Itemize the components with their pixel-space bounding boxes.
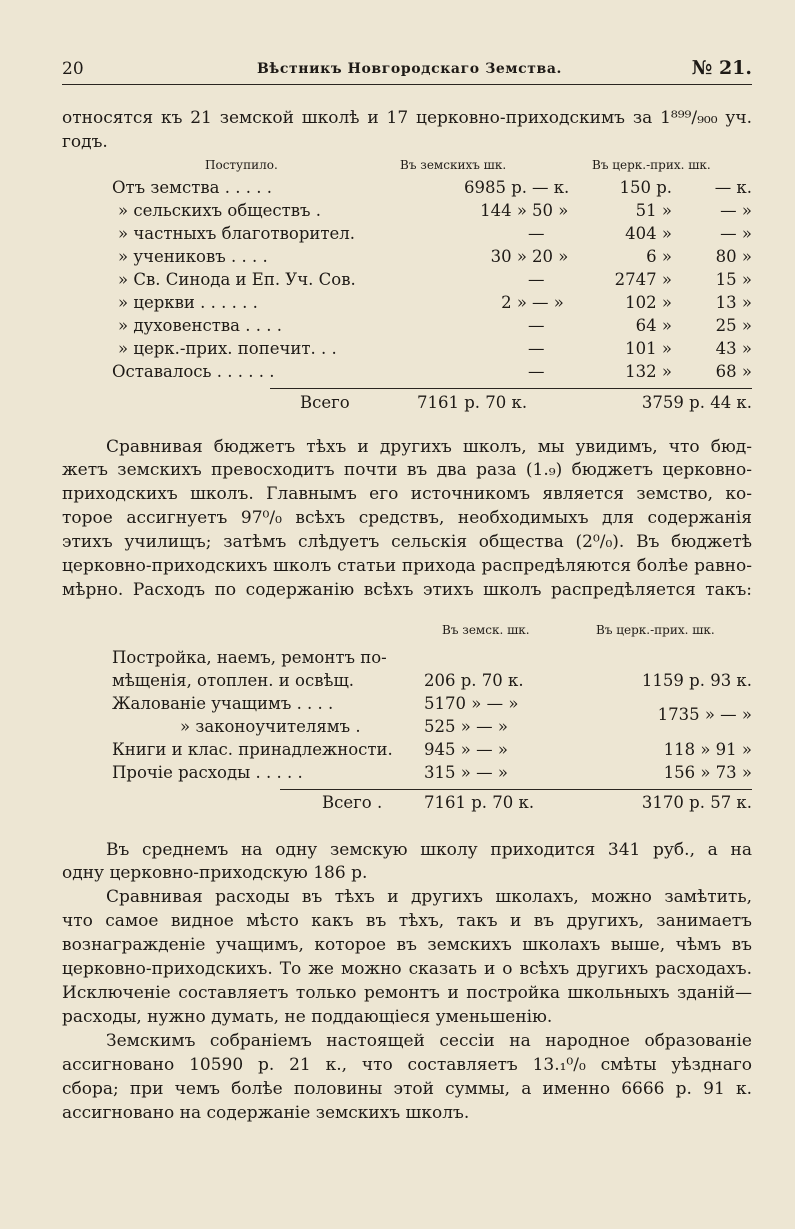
text-line: одну церковно-приходскую 186 р. — [62, 863, 368, 883]
text-line: Сравнивая расходы въ тѣхъ и другихъ школахъ, можно замѣтить, — [106, 887, 752, 907]
income-c-kop: 80 » — [715, 247, 752, 266]
text-line: торое ассигнуетъ 97⁰/₀ всѣхъ средствъ, необходимыхъ для содержанія — [62, 508, 752, 528]
expense-label: Книги и клас. принадлежности. — [112, 740, 393, 759]
text-line: жетъ земскихъ превосходитъ почти въ два раза (1.₉) бюджетъ церковно- — [62, 460, 752, 480]
income-z-rub: 144 » — [480, 201, 527, 220]
income-c-kop: 15 » — [715, 270, 752, 289]
income-z-kop: 20 » — [532, 247, 569, 266]
page-number: 20 — [62, 59, 84, 79]
text-line: церковно-приходскихъ. То же можно сказать и о всѣхъ другихъ расходахъ. — [62, 959, 752, 979]
expense-zemsk: 206 р. 70 к. — [424, 671, 524, 690]
income-row — [62, 270, 752, 292]
income-label: » частныхъ благотворител. — [118, 224, 355, 243]
text-line: что самое видное мѣсто какъ въ тѣхъ, такъ и въ другихъ, занимаетъ — [62, 911, 752, 931]
income-z-rub: 6985 р. — [463, 178, 527, 197]
income-c-rub: 132 » — [625, 362, 672, 381]
income-c-rub: 51 » — [635, 201, 672, 220]
income-z-rub: — — [528, 270, 545, 289]
expense-col-zemsk: Въ земск. шк. — [442, 623, 530, 637]
expense-label: Жалованіе учащимъ . . . . — [112, 694, 334, 713]
expense-total-row — [62, 793, 752, 815]
income-c-kop: 43 » — [715, 339, 752, 358]
text-line: сбора; при чемъ болѣе половины этой суммы, а именно 6666 р. 91 к. — [62, 1079, 752, 1099]
text-line: ассигновано на содержаніе земскихъ школъ. — [62, 1103, 470, 1123]
income-col-label: Поступило. — [205, 158, 278, 172]
expense-zemsk: 945 » — » — [424, 740, 508, 759]
income-c-rub: 64 » — [635, 316, 672, 335]
income-z-rub: — — [528, 362, 545, 381]
expense-row — [62, 763, 752, 785]
issue-number: № 21. — [691, 57, 752, 79]
expense-total-cerk: 3170 р. 57 к. — [641, 793, 752, 812]
income-sum-line — [270, 388, 752, 389]
income-row — [62, 201, 752, 223]
income-total-row — [62, 393, 752, 415]
header-rule — [62, 84, 752, 85]
income-z-kop: — » — [532, 293, 564, 312]
expense-total-label: Всего . — [322, 793, 383, 812]
income-total-cerk: 3759 р. 44 к. — [641, 393, 752, 412]
text-line: Сравнивая бюджетъ тѣхъ и другихъ школъ, мы увидимъ, что бюд- — [106, 437, 752, 457]
expense-row — [62, 717, 752, 739]
income-row — [62, 293, 752, 315]
income-total-zemsk: 7161 р. 70 к. — [417, 393, 528, 412]
income-label: » церк.-прих. попечит. . . — [118, 339, 337, 358]
text-line: расходы, нужно думать, не поддающіеся уменьшенію. — [62, 1007, 553, 1027]
income-z-rub: — — [528, 316, 545, 335]
income-label: » духовенства . . . . — [118, 316, 282, 335]
income-c-kop: — к. — [714, 178, 752, 197]
text-line: приходскихъ школъ. Главнымъ его источникомъ является земство, ко- — [62, 484, 752, 504]
income-col-cerk: Въ церк.-прих. шк. — [592, 158, 711, 172]
income-c-rub: 150 р. — [619, 178, 672, 197]
income-z-rub: 30 » — [490, 247, 527, 266]
text-line: мѣрно. Расходъ по содержанію всѣхъ этихъ школъ распредѣляется такъ: — [62, 580, 752, 600]
text-line: ассигновано 10590 р. 21 к., что составляетъ 13.₁⁰/₀ смѣты уѣзднаго — [62, 1055, 752, 1075]
expense-row — [62, 740, 752, 762]
expense-label: » законоучителямъ . — [180, 717, 361, 736]
expense-col-cerk: Въ церк.-прих. шк. — [596, 623, 715, 637]
income-row — [62, 247, 752, 269]
income-c-rub: 102 » — [625, 293, 672, 312]
income-c-rub: 2747 » — [614, 270, 672, 289]
text-line: Земскимъ собраніемъ настоящей сессіи на народное образованіе — [106, 1031, 752, 1051]
income-row — [62, 362, 752, 384]
income-row — [62, 178, 752, 200]
expense-cerk: 156 » 73 » — [663, 763, 752, 782]
income-total-label: Всего — [300, 393, 350, 412]
expense-cerk: 1735 » — » — [657, 705, 752, 724]
income-c-kop: 68 » — [715, 362, 752, 381]
expense-zemsk: 315 » — » — [424, 763, 508, 782]
income-c-kop: — » — [720, 201, 752, 220]
running-header — [62, 55, 752, 85]
income-c-kop: — » — [720, 224, 752, 243]
income-z-kop: 50 » — [532, 201, 569, 220]
text-line: этихъ училищъ; затѣмъ слѣдуетъ сельскія общества (2⁰/₀). Въ бюджетѣ — [62, 532, 752, 552]
expense-zemsk: 5170 » — » — [424, 694, 519, 713]
income-label: Оставалось . . . . . . — [112, 362, 275, 381]
income-label: » учениковъ . . . . — [118, 247, 268, 266]
income-c-rub: 6 » — [646, 247, 672, 266]
income-row — [62, 224, 752, 246]
income-c-rub: 404 » — [625, 224, 672, 243]
expense-row — [62, 671, 752, 693]
expense-label: Прочіе расходы . . . . . — [112, 763, 303, 782]
income-label: » Св. Синода и Еп. Уч. Сов. — [118, 270, 356, 289]
income-col-zemsk: Въ земскихъ шк. — [400, 158, 507, 172]
income-row — [62, 339, 752, 361]
expense-cerk: 1159 р. 93 к. — [641, 671, 752, 690]
expense-cerk: 118 » 91 » — [663, 740, 752, 759]
intro-line-1: относятся къ 21 земской школѣ и 17 церковно-приходскимъ за 1⁸⁹⁹/₉₀₀ уч. — [62, 108, 752, 128]
text-line: Въ среднемъ на одну земскую школу приходится 341 руб., а на — [106, 840, 752, 860]
income-label: » сельскихъ обществъ . — [118, 201, 322, 220]
expense-total-zemsk: 7161 р. 70 к. — [424, 793, 535, 812]
income-c-kop: 13 » — [715, 293, 752, 312]
text-line: Исключеніе составляетъ только ремонтъ и постройка школьныхъ зданій— — [62, 983, 752, 1003]
income-row — [62, 316, 752, 338]
expense-zemsk: 525 » — » — [424, 717, 508, 736]
intro-line-2: годъ. — [62, 132, 108, 152]
income-c-rub: 101 » — [625, 339, 672, 358]
text-line: церковно-приходскихъ школъ статьи прихода распредѣляются болѣе равно- — [62, 556, 752, 576]
expense-label: Постройка, наемъ, ремонтъ по- — [112, 648, 387, 667]
income-z-rub: — — [528, 339, 545, 358]
journal-title: Вѣстникъ Новгородскаго Земства. — [257, 61, 563, 77]
income-label: Отъ земства . . . . . — [112, 178, 272, 197]
expense-row — [62, 648, 752, 670]
income-z-rub: 2 » — [501, 293, 527, 312]
income-c-kop: 25 » — [715, 316, 752, 335]
expense-label: мѣщенія, отоплен. и освѣщ. — [112, 671, 355, 690]
expense-sum-line — [280, 789, 752, 790]
text-line: вознагражденіе учащимъ, которое въ земскихъ школахъ выше, чѣмъ въ — [62, 935, 752, 955]
income-z-kop: — к. — [532, 178, 570, 197]
income-z-rub: — — [528, 224, 545, 243]
income-label: » церкви . . . . . . — [118, 293, 258, 312]
